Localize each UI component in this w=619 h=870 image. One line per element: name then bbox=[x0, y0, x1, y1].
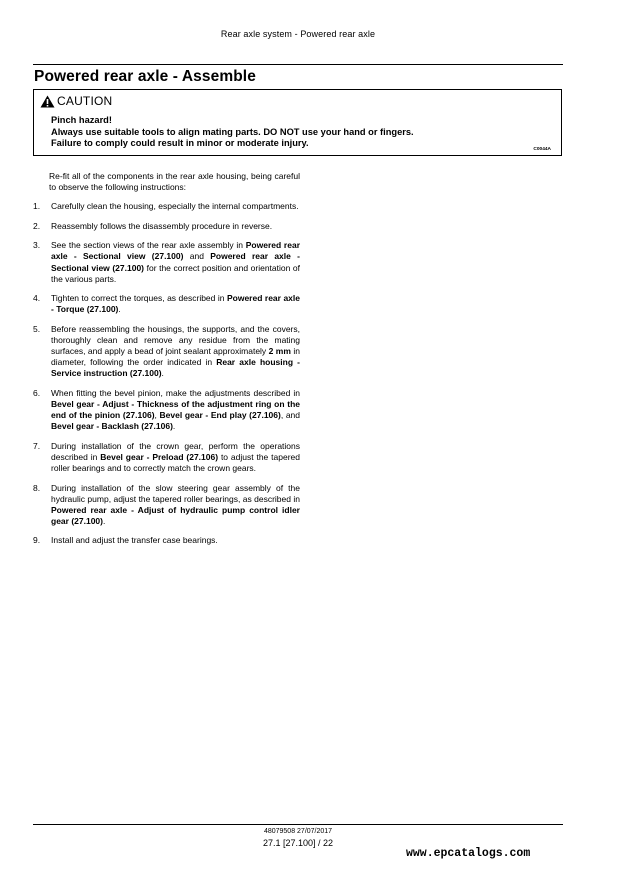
step-text bbox=[51, 535, 300, 546]
procedure-step bbox=[33, 388, 300, 432]
step-text-segment: , bbox=[154, 410, 160, 421]
step-text bbox=[51, 441, 300, 474]
step-text bbox=[51, 483, 300, 527]
caution-label: CAUTION bbox=[57, 94, 113, 108]
footer-doc-ref: 48079508 27/07/2017 bbox=[263, 828, 333, 835]
step-text-segment: Before reassembling the housings, the supports, and the covers, thoroughly clean and remove any residue from the mating surfaces, and apply a bead of joint sealant approximately bbox=[51, 323, 300, 357]
step-text-segment: During installation of the slow steering gear assembly of the hydraulic pump, adjust the tapered roller bearings, as described in bbox=[51, 482, 300, 504]
step-text bbox=[51, 324, 300, 379]
cross-reference: Bevel gear - Preload (27.106) bbox=[100, 451, 219, 462]
footer-page-ref: 27.1 [27.100] / 22 bbox=[262, 838, 334, 848]
procedure-content bbox=[33, 171, 300, 555]
title-rule bbox=[33, 64, 563, 65]
procedure-step bbox=[33, 324, 300, 379]
step-text-segment: and bbox=[183, 251, 211, 262]
step-text bbox=[51, 201, 300, 212]
step-text-segment: Tighten to correct the torques, as described in bbox=[51, 293, 227, 304]
procedure-step bbox=[33, 483, 300, 527]
footer-rule bbox=[33, 824, 563, 825]
step-number: 3. bbox=[33, 240, 41, 251]
procedure-step bbox=[33, 221, 300, 232]
step-text bbox=[51, 221, 300, 232]
step-number: 8. bbox=[33, 482, 41, 493]
step-text-segment: Carefully clean the housing, especially the internal compartments. bbox=[51, 201, 299, 212]
warning-triangle-icon bbox=[40, 95, 55, 108]
step-text-segment: During installation of the crown gear, perform the operations described in bbox=[51, 440, 300, 462]
cross-reference: Powered rear axle - Adjust of hydraulic pump control idler gear (27.100) bbox=[51, 504, 300, 526]
cross-reference: 2 mm bbox=[268, 346, 291, 357]
step-text bbox=[51, 388, 300, 432]
caution-line: Pinch hazard! bbox=[51, 115, 112, 125]
step-text-segment: When fitting the bevel pinion, make the adjustments described in bbox=[51, 387, 300, 398]
step-text-segment: . bbox=[102, 515, 106, 526]
step-number: 6. bbox=[33, 387, 41, 398]
cross-reference: Bevel gear - Adjust - Thickness of the adjustment ring on the end of the pinion (27.106) bbox=[51, 399, 300, 421]
step-number: 9. bbox=[33, 535, 41, 546]
cross-reference: Bevel gear - End play (27.106) bbox=[159, 410, 281, 421]
procedure-steps bbox=[33, 201, 300, 546]
step-number: 1. bbox=[33, 201, 41, 212]
cross-reference: Bevel gear - Backlash (27.106) bbox=[51, 421, 173, 432]
step-number: 2. bbox=[33, 220, 41, 231]
cross-reference: Rear axle housing - Service instruction (27.100) bbox=[51, 357, 300, 379]
procedure-step bbox=[33, 240, 300, 284]
step-text-segment: , and bbox=[280, 410, 301, 421]
caution-header bbox=[40, 94, 112, 108]
step-text bbox=[51, 293, 300, 315]
step-text-segment: Reassembly follows the disassembly procedure in reverse. bbox=[51, 220, 273, 231]
caution-line: Failure to comply could result in minor or moderate injury. bbox=[51, 138, 309, 148]
caution-message bbox=[51, 115, 414, 150]
step-text-segment: Install and adjust the transfer case bearings. bbox=[51, 535, 218, 546]
step-text-segment: See the section views of the rear axle assembly in bbox=[51, 240, 246, 251]
watermark-url: www.epcatalogs.com bbox=[406, 847, 531, 860]
page-title: Powered rear axle - Assemble bbox=[34, 68, 256, 85]
step-text-segment: . bbox=[172, 421, 176, 432]
step-number: 5. bbox=[33, 323, 41, 334]
caution-code: C0044A bbox=[533, 147, 551, 152]
step-number: 4. bbox=[33, 293, 41, 304]
step-number: 7. bbox=[33, 440, 41, 451]
intro-paragraph: Re-fit all of the components in the rear axle housing, being careful to observe the following instructions: bbox=[49, 171, 300, 193]
step-text-segment: . bbox=[161, 368, 164, 379]
cross-reference: Powered rear axle - Sectional view (27.100) bbox=[51, 240, 300, 262]
cross-reference: Powered rear axle - Torque (27.100) bbox=[51, 293, 300, 315]
running-header: Rear axle system - Powered rear axle bbox=[220, 29, 376, 39]
procedure-step bbox=[33, 201, 300, 212]
step-text-segment: for the correct position and orientation of the various parts. bbox=[51, 262, 300, 284]
step-text-segment: in diameter, following the order indicated in bbox=[51, 346, 300, 368]
procedure-step bbox=[33, 293, 300, 315]
procedure-step bbox=[33, 535, 300, 546]
caution-box bbox=[33, 89, 562, 156]
step-text bbox=[51, 240, 300, 284]
caution-line: Always use suitable tools to align mating parts. DO NOT use your hand or fingers. bbox=[51, 126, 414, 137]
step-text-segment: to adjust the tapered roller bearings and to correctly match the crown gears. bbox=[51, 451, 300, 473]
step-text-segment: . bbox=[118, 304, 121, 315]
cross-reference: Powered rear axle - Sectional view (27.100) bbox=[51, 251, 300, 273]
procedure-step bbox=[33, 441, 300, 474]
